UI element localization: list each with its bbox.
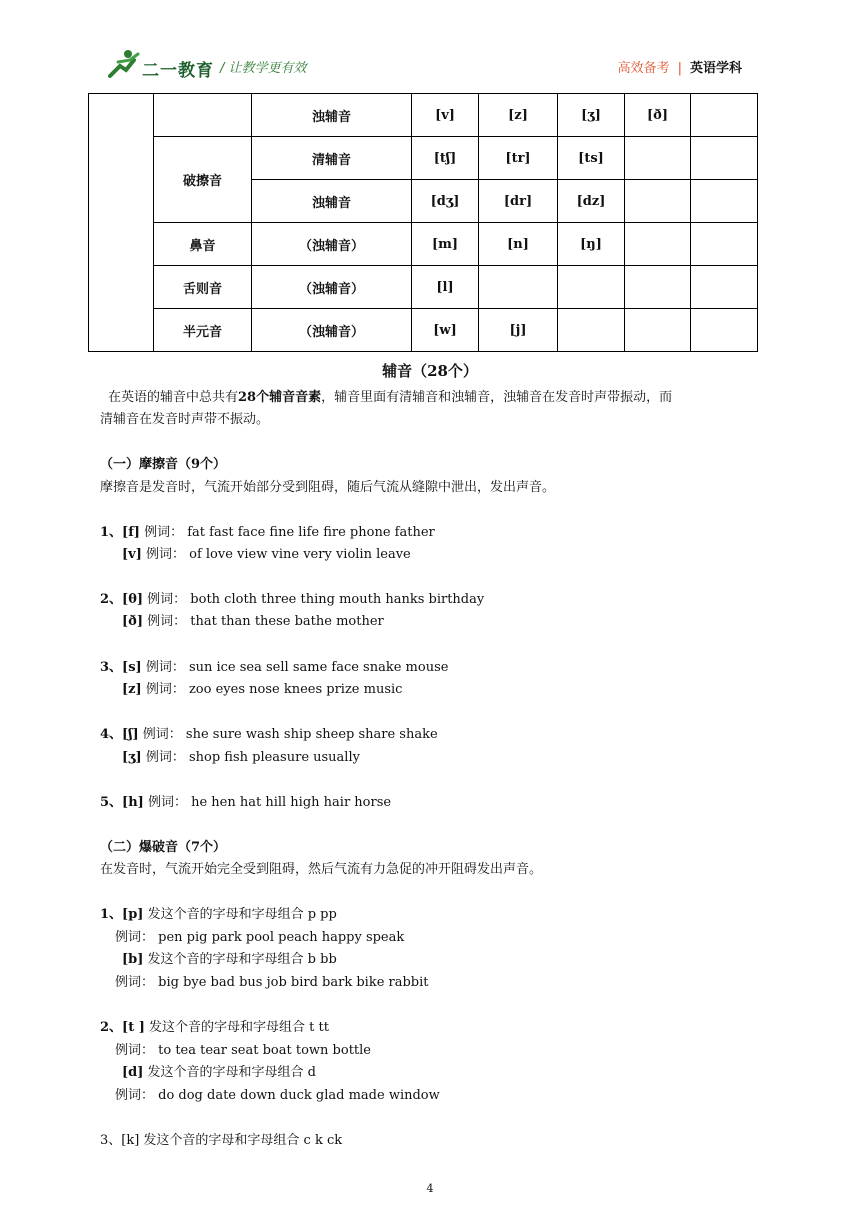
table-cell: [ð] (625, 94, 691, 137)
plosive-description: 在发音时，气流开始完全受到阻碍，然后气流有力急促的冲开阻碍发出声音。 (100, 862, 543, 877)
example-words: 例词： of love view vine very violin leave (146, 547, 411, 562)
intro-text: ，辅音里面有清辅音和浊辅音，浊辅音在发音时声带振动，而 (321, 390, 673, 405)
plosive-heading: （二）爆破音（7个） (100, 840, 227, 855)
fricative-heading: （一）摩擦音（9个） (100, 457, 227, 472)
table-cell (625, 137, 691, 180)
table-cell: [dr] (479, 180, 558, 223)
table-cell: [w] (412, 309, 479, 352)
intro-text: 在英语的辅音中总共有 (108, 390, 239, 405)
phoneme-symbol: [ð] (122, 614, 143, 629)
phoneme-symbol: [t ] (122, 1020, 145, 1035)
table-cell: [v] (412, 94, 479, 137)
brand-name: 二一教育 (142, 61, 214, 81)
table-cell: （浊辅音） (252, 309, 412, 352)
phoneme-symbol: [b] (122, 952, 144, 967)
runner-logo-icon (104, 48, 144, 80)
header-divider: | (677, 61, 682, 76)
table-row (89, 266, 758, 309)
phoneme-table (88, 93, 758, 352)
intro-line-2: 清辅音在发音时声带不振动。 (100, 412, 270, 427)
table-cell (558, 309, 625, 352)
phoneme-symbol: [f] (122, 525, 140, 540)
example-words: 例词： both cloth three thing mouth hanks birthday (147, 592, 485, 607)
table-cell: [dz] (558, 180, 625, 223)
table-cell: 鼻音 (154, 223, 252, 266)
letter-combination: 发这个音的字母和字母组合 d (147, 1065, 317, 1080)
table-cell: [ŋ] (558, 223, 625, 266)
table-cell: 舌则音 (154, 266, 252, 309)
table-cell (625, 223, 691, 266)
plosive-examples-2: 例词： to tea tear seat boat town bottle (115, 1043, 371, 1058)
intro-line-1 (108, 386, 672, 405)
plosive-examples-2b: 例词： do dog date down duck glad made window (115, 1088, 440, 1103)
phoneme-symbol: [ʃ] (122, 727, 139, 742)
item-number: 5、 (100, 795, 123, 810)
slogan: / 让教学更有效 (220, 61, 307, 76)
table-cell: [dʒ] (412, 180, 479, 223)
header-tag-exam: 高效备考 (617, 61, 670, 76)
plosive-examples-1b: 例词： big bye bad bus job bird bark bike rabbit (115, 975, 429, 990)
table-row (89, 309, 758, 352)
item-number: 4、 (100, 727, 123, 742)
fricative-item-3 (100, 656, 448, 675)
fricative-item-2b (122, 610, 384, 629)
table-cell: [tr] (479, 137, 558, 180)
section-title: 辅音（28个） (382, 362, 478, 380)
plosive-item-2b (122, 1061, 316, 1080)
fricative-item-3b (122, 678, 402, 697)
plosive-examples-1: 例词： pen pig park pool peach happy speak (115, 930, 405, 945)
phoneme-symbol: [v] (122, 547, 142, 562)
table-cell: 浊辅音 (252, 94, 412, 137)
plosive-item-2 (100, 1016, 329, 1035)
fricative-item-2 (100, 588, 484, 607)
table-cell (89, 94, 154, 352)
fricative-item-5 (100, 791, 391, 810)
table-cell (691, 94, 758, 137)
page-number: 4 (426, 1182, 434, 1195)
item-number: 2、 (100, 1020, 123, 1035)
table-cell (691, 223, 758, 266)
table-cell: 半元音 (154, 309, 252, 352)
table-cell (691, 180, 758, 223)
fricative-item-1 (100, 521, 435, 540)
fricative-item-4 (100, 723, 438, 742)
plosive-item-1b (122, 948, 337, 967)
table-cell: [j] (479, 309, 558, 352)
table-cell: [ts] (558, 137, 625, 180)
table-cell: [n] (479, 223, 558, 266)
table-cell: 清辅音 (252, 137, 412, 180)
example-words: 例词： shop fish pleasure usually (145, 750, 360, 765)
letter-combination: 发这个音的字母和字母组合 b bb (147, 952, 337, 967)
table-cell (691, 266, 758, 309)
phoneme-symbol: [d] (122, 1065, 144, 1080)
item-number: 1、 (100, 525, 123, 540)
table-cell (691, 137, 758, 180)
phoneme-symbol: [s] (122, 660, 142, 675)
table-row (89, 137, 758, 180)
example-words: 例词： zoo eyes nose knees prize music (145, 682, 403, 697)
table-cell: 破擦音 (154, 137, 252, 223)
table-cell (479, 266, 558, 309)
table-cell (625, 180, 691, 223)
phoneme-symbol: [z] (122, 682, 142, 697)
table-row (89, 94, 758, 137)
table-cell (558, 266, 625, 309)
header-tag-subject: 英语学科 (689, 61, 742, 76)
table-cell (625, 309, 691, 352)
phoneme-symbol: [h] (122, 795, 144, 810)
table-cell (691, 309, 758, 352)
fricative-description: 摩擦音是发音时，气流开始部分受到阻碍，随后气流从缝隙中泄出，发出声音。 (100, 480, 556, 495)
phoneme-symbol: [ʒ] (122, 750, 142, 765)
table-cell (625, 266, 691, 309)
table-cell: （浊辅音） (252, 223, 412, 266)
page-header (100, 46, 760, 84)
fricative-item-1b (122, 543, 411, 562)
table-cell: [m] (412, 223, 479, 266)
plosive-item-3: 3、[k] 发这个音的字母和字母组合 c k ck (100, 1133, 343, 1148)
example-words: 例词： fat fast face fine life fire phone father (144, 525, 435, 540)
intro-emphasis: 28个辅音音素 (238, 390, 322, 405)
table-cell: [tʃ] (412, 137, 479, 180)
example-words: 例词： he hen hat hill high hair horse (147, 795, 392, 810)
table-cell (154, 94, 252, 137)
table-cell: [l] (412, 266, 479, 309)
letter-combination: 发这个音的字母和字母组合 t tt (149, 1020, 329, 1035)
item-number: 1、 (100, 907, 123, 922)
table-cell: [ʒ] (558, 94, 625, 137)
item-number: 3、 (100, 660, 123, 675)
item-number: 2、 (100, 592, 123, 607)
letter-combination: 发这个音的字母和字母组合 p pp (147, 907, 337, 922)
table-cell: 浊辅音 (252, 180, 412, 223)
phoneme-symbol: [p] (122, 907, 144, 922)
example-words: 例词： she sure wash ship sheep share shake (142, 727, 438, 742)
example-words: 例词： that than these bathe mother (147, 614, 384, 629)
table-cell: （浊辅音） (252, 266, 412, 309)
example-words: 例词： sun ice sea sell same face snake mouse (145, 660, 449, 675)
plosive-item-1 (100, 903, 337, 922)
phoneme-symbol: [θ] (122, 592, 144, 607)
table-cell: [z] (479, 94, 558, 137)
table-row (89, 223, 758, 266)
fricative-item-4b (122, 746, 360, 765)
header-right (618, 57, 742, 76)
